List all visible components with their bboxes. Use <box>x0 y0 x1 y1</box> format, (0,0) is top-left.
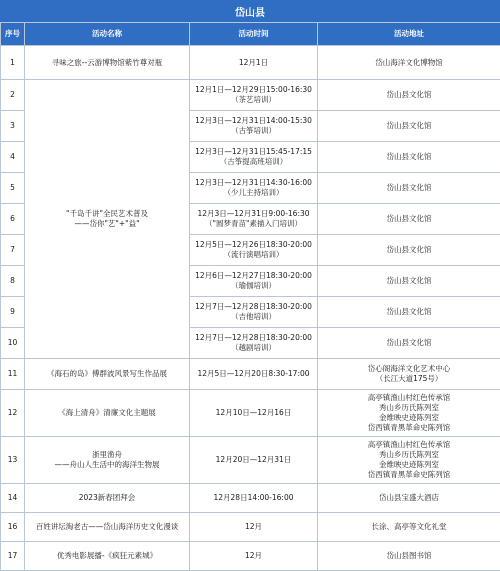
cell-time <box>190 80 318 111</box>
header-name: 活动名称 <box>25 23 190 46</box>
merged-name-line: ——岱你"艺"+"益" <box>27 219 187 229</box>
table-row <box>1 437 500 484</box>
merged-name-line: "千岛千讲"全民艺术普及 <box>27 209 187 219</box>
time-line: 12月3日—12月31日14:30-16:00 <box>192 178 315 188</box>
cell-address <box>318 359 500 390</box>
cell-no: 8 <box>1 266 25 297</box>
table-row <box>1 359 500 390</box>
address-line: 岱心阁海洋文化艺术中心 <box>320 364 498 374</box>
header-time: 活动时间 <box>190 23 318 46</box>
cell-time <box>190 111 318 142</box>
cell-address: 长涂、高亭等文化礼堂 <box>318 513 500 542</box>
cell-no: 16 <box>1 513 25 542</box>
cell-no: 7 <box>1 235 25 266</box>
cell-name: 百姓讲坛淘老古——岱山海洋历史文化漫谈 <box>25 513 190 542</box>
cell-no: 13 <box>1 437 25 484</box>
cell-time: 12月5日—12月20日8:30-17:00 <box>190 359 318 390</box>
cell-address: 岱山县文化馆 <box>318 328 500 359</box>
cell-time: 12月 <box>190 513 318 542</box>
cell-address: 岱山县文化馆 <box>318 111 500 142</box>
table-row <box>1 513 500 542</box>
time-line: （古筝提高班培训） <box>192 157 315 167</box>
page-title: 岱山县 <box>0 0 500 22</box>
cell-name: 《海石的岛》傅群波风景写生作品展 <box>25 359 190 390</box>
cell-time <box>190 328 318 359</box>
time-line: 12月3日—12月31日15:45-17:15 <box>192 147 315 157</box>
cell-address: 岱山县文化馆 <box>318 235 500 266</box>
time-line: （"圆梦青苗"素描入门培训） <box>192 219 315 229</box>
cell-name: 《海上清舟》清廉文化主题展 <box>25 390 190 437</box>
cell-time <box>190 173 318 204</box>
address-line: 金维映史迹陈列室 <box>320 413 498 423</box>
cell-no: 6 <box>1 204 25 235</box>
cell-no: 2 <box>1 80 25 111</box>
cell-no: 14 <box>1 484 25 513</box>
cell-name: 优秀电影展播-《疯狂元素城》 <box>25 542 190 571</box>
cell-no: 12 <box>1 390 25 437</box>
cell-time: 12月 <box>190 542 318 571</box>
time-line: （越剧培训） <box>192 343 315 353</box>
header-no: 序号 <box>1 23 25 46</box>
time-line: 12月3日—12月31日14:00-15:30 <box>192 116 315 126</box>
cell-no: 9 <box>1 297 25 328</box>
cell-address: 岱山县文化馆 <box>318 80 500 111</box>
address-line: （长江大道175号） <box>320 374 498 384</box>
time-line: （吉他培训） <box>192 312 315 322</box>
cell-no: 4 <box>1 142 25 173</box>
cell-time <box>190 266 318 297</box>
cell-address <box>318 437 500 484</box>
cell-time <box>190 204 318 235</box>
cell-address: 岱山县文化馆 <box>318 266 500 297</box>
cell-address: 岱山县宝盛大酒店 <box>318 484 500 513</box>
table-row <box>1 46 500 80</box>
cell-time: 12月28日14:00-16:00 <box>190 484 318 513</box>
cell-address: 岱山县文化馆 <box>318 204 500 235</box>
cell-no: 11 <box>1 359 25 390</box>
cell-time: 12月10日—12月16日 <box>190 390 318 437</box>
cell-time: 12月1日 <box>190 46 318 80</box>
name-line: 浙里渔舟 <box>27 450 187 460</box>
time-line: （古筝培训） <box>192 126 315 136</box>
cell-no: 10 <box>1 328 25 359</box>
table-row <box>1 484 500 513</box>
cell-time: 12月20日—12月31日 <box>190 437 318 484</box>
cell-time <box>190 235 318 266</box>
cell-address: 岱山县文化馆 <box>318 297 500 328</box>
address-line: 金维映史迹陈列室 <box>320 460 498 470</box>
cell-no: 1 <box>1 46 25 80</box>
cell-time <box>190 297 318 328</box>
time-line: 12月7日—12月28日18:30-20:00 <box>192 333 315 343</box>
cell-name-merged <box>25 80 190 359</box>
time-line: 12月3日—12月31日9:00-16:30 <box>192 209 315 219</box>
cell-address: 岱山县图书馆 <box>318 542 500 571</box>
cell-name: 2023新春团拜会 <box>25 484 190 513</box>
cell-address: 岱山县文化馆 <box>318 173 500 204</box>
header-address: 活动地址 <box>318 23 500 46</box>
table-row <box>1 542 500 571</box>
address-line: 秀山乡历氏陈列室 <box>320 450 498 460</box>
cell-address: 岱山县文化馆 <box>318 142 500 173</box>
time-line: 12月1日—12月29日15:00-16:30 <box>192 85 315 95</box>
cell-address: 岱山海洋文化博物馆 <box>318 46 500 80</box>
cell-time <box>190 142 318 173</box>
address-line: 秀山乡历氏陈列室 <box>320 403 498 413</box>
table-row <box>1 390 500 437</box>
address-line: 高亭镇渔山村红色传承馆 <box>320 440 498 450</box>
table-row <box>1 80 500 111</box>
cell-name: 寻味之旅--云游博物馆紫竹尊对瓶 <box>25 46 190 80</box>
activity-table <box>0 22 500 571</box>
cell-no: 3 <box>1 111 25 142</box>
cell-no: 5 <box>1 173 25 204</box>
address-line: 岱西镇青黑革命史陈列馆 <box>320 423 498 433</box>
time-line: 12月6日—12月27日18:30-20:00 <box>192 271 315 281</box>
cell-no: 17 <box>1 542 25 571</box>
time-line: （流行演唱培训） <box>192 250 315 260</box>
time-line: 12月5日—12月26日18:30-20:00 <box>192 240 315 250</box>
time-line: （瑜伽培训） <box>192 281 315 291</box>
time-line: （少儿主持培训） <box>192 188 315 198</box>
time-line: （茶艺培训） <box>192 95 315 105</box>
cell-name <box>25 437 190 484</box>
table-header-row <box>1 23 500 46</box>
address-line: 高亭镇渔山村红色传承馆 <box>320 393 498 403</box>
address-line: 岱西镇青黑革命史陈列馆 <box>320 470 498 480</box>
cell-address <box>318 390 500 437</box>
time-line: 12月7日—12月28日18:30-20:00 <box>192 302 315 312</box>
name-line: ——舟山人生活中的海洋生物展 <box>27 460 187 470</box>
